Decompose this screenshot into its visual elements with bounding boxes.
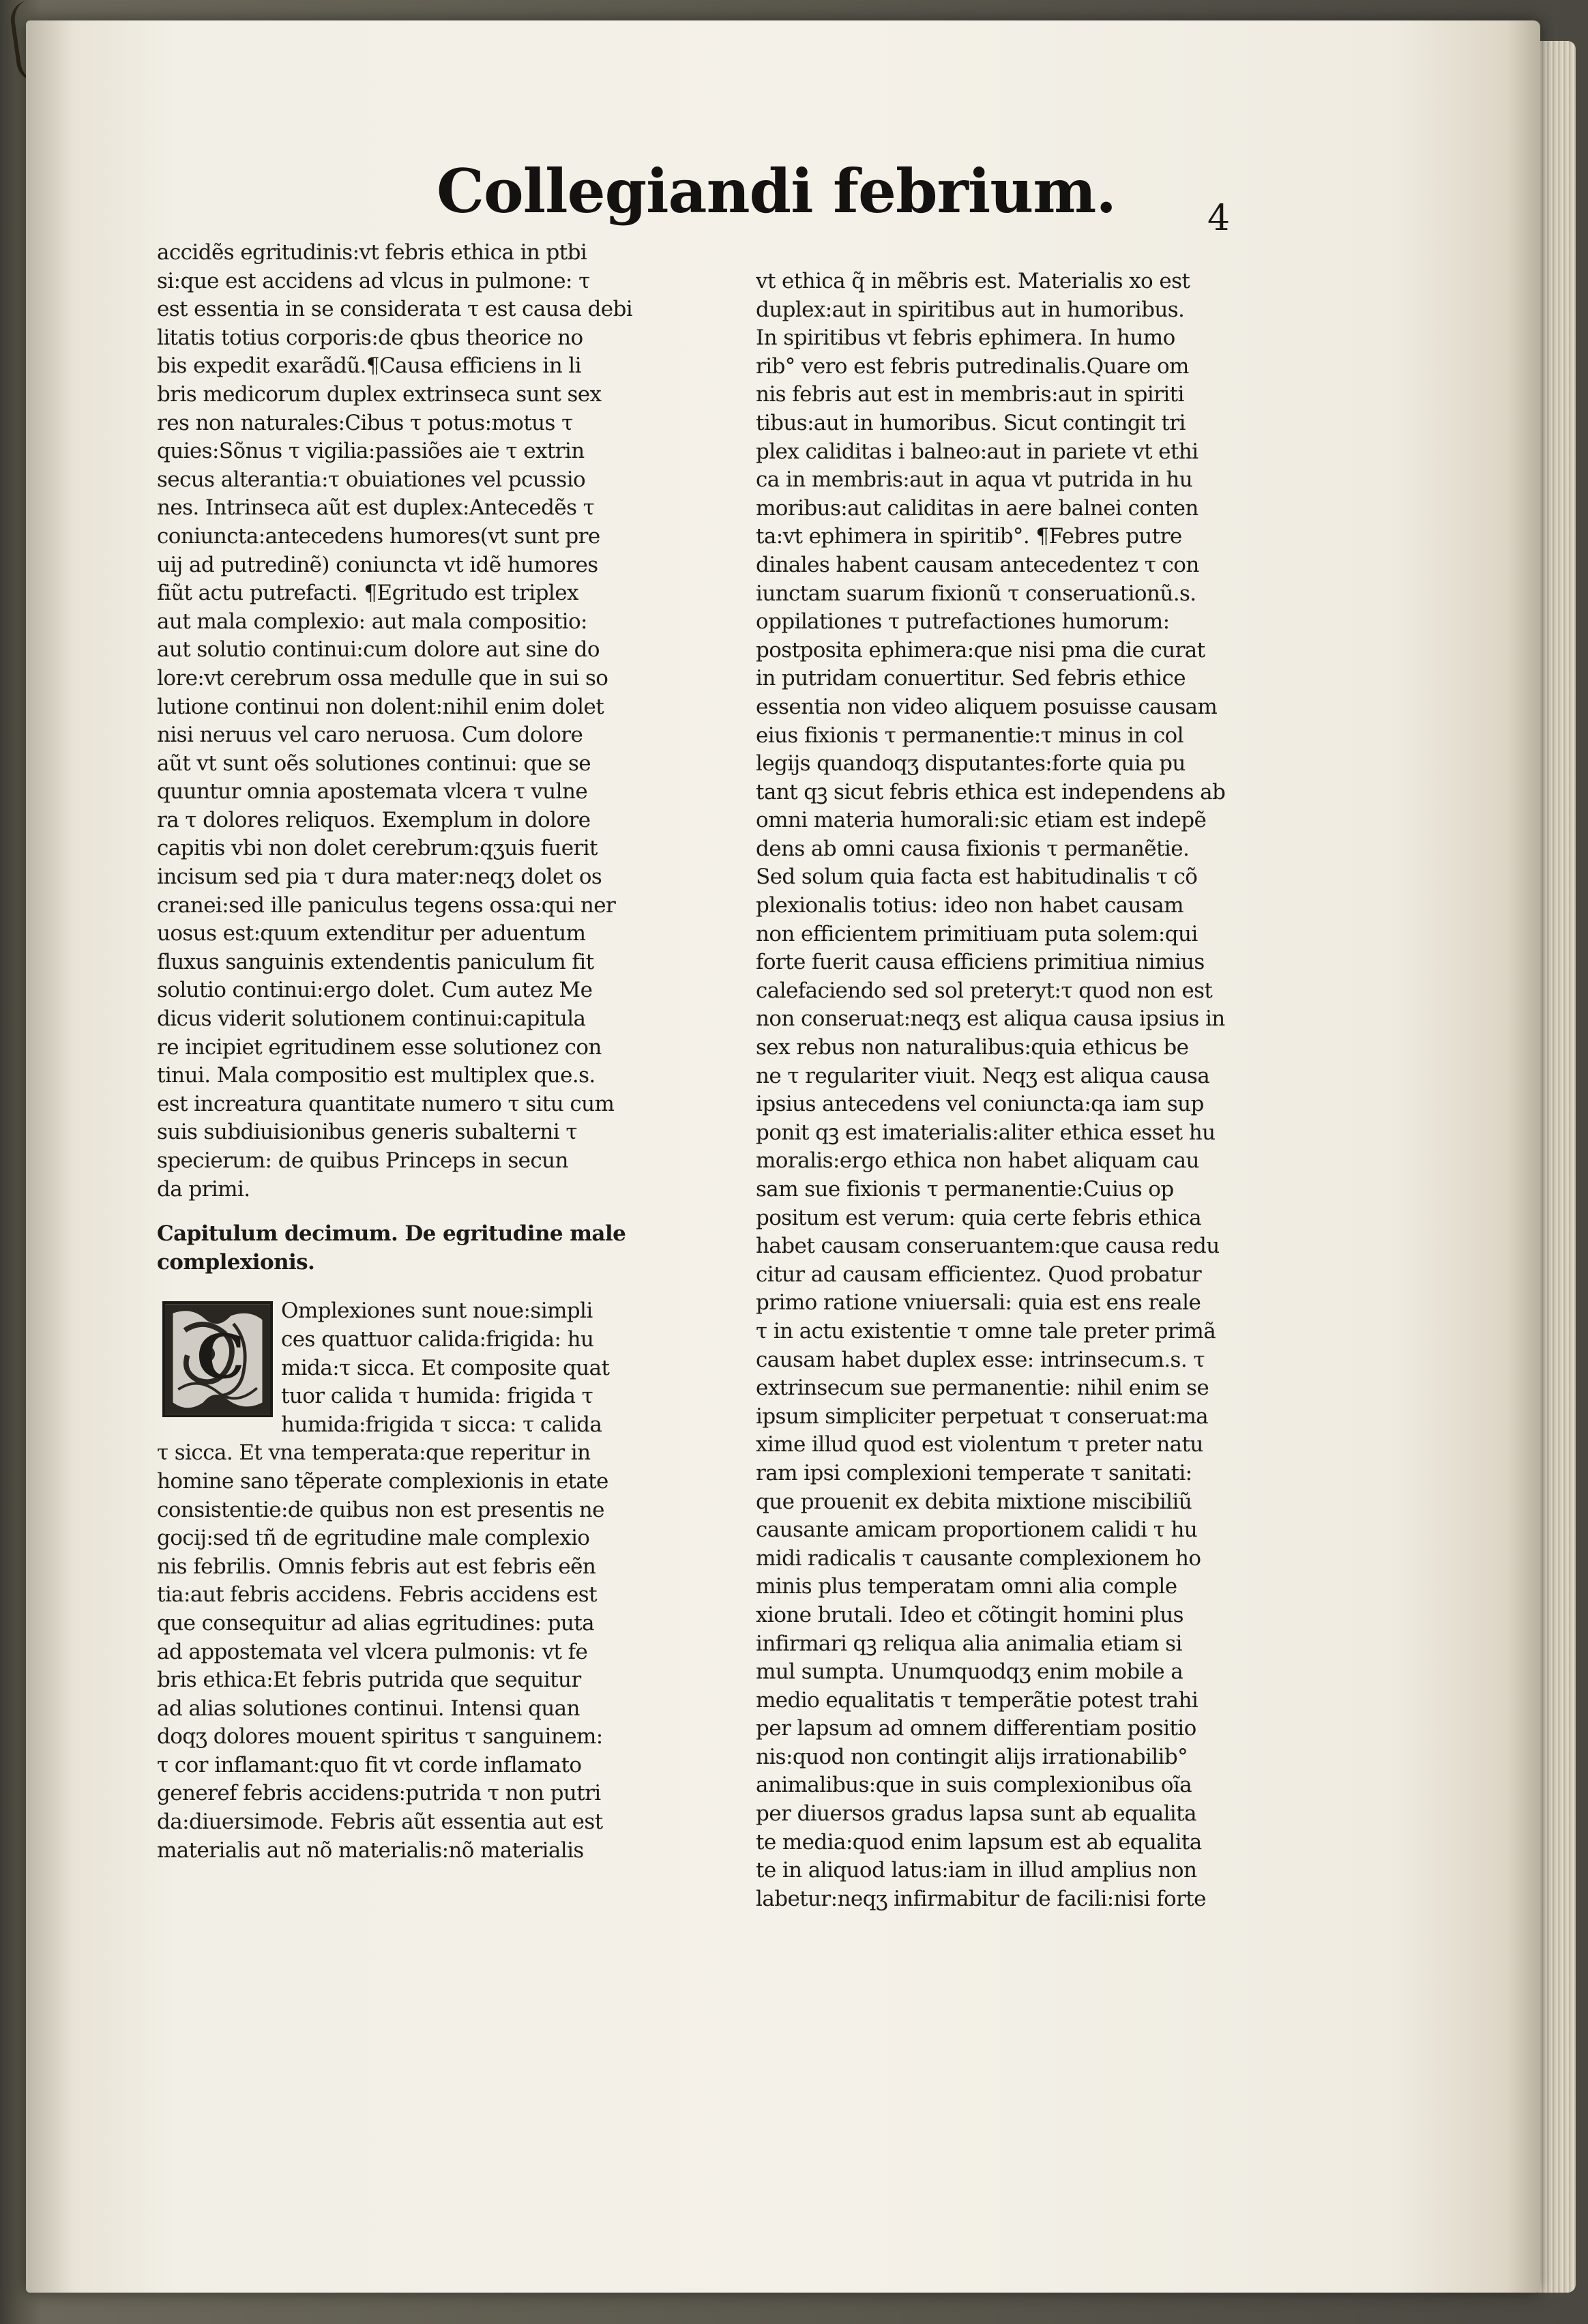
text-line: bris medicorum duplex extrinseca sunt sex (157, 381, 602, 407)
text-line: ad appostemata vel vlcera pulmonis: vt fe (157, 1639, 588, 1664)
text-line: medio equalitatis τ temperãtie potest trahi (756, 1687, 1199, 1713)
text-line: generef febris accidens:putrida τ non putri (157, 1781, 601, 1806)
left-text-block-a (157, 239, 675, 1204)
text-line: capitis vbi non dolet cerebrum:qʒuis fuerit (157, 836, 598, 861)
text-line: essentia non video aliquem posuisse causam (756, 694, 1218, 719)
text-line: uosus est:quum extenditur per aduentum (157, 921, 586, 946)
text-line: oppilationes τ putrefactiones humorum: (756, 609, 1170, 635)
text-line: sam sue fixionis τ permanentie:Cuius op (756, 1177, 1174, 1202)
text-line: fiũt actu putrefacti. ¶Egritudo est triplex (157, 581, 578, 606)
text-line: quies:Sõnus τ vigilia:passiões aie τ extrin (157, 439, 585, 464)
text-line: tia:aut febris accidens. Febris accidens est (157, 1582, 597, 1608)
text-line: In spiritibus vt febris ephimera. In humo (756, 325, 1175, 351)
text-line: nis febrilis. Omnis febris aut est febris eẽn (157, 1554, 596, 1579)
text-line: ponit qꝫ est imaterialis:aliter ethica esset hu (756, 1120, 1216, 1145)
text-line: da primi. (157, 1176, 250, 1202)
text-line: extrinsecum sue permanentie: nihil enim se (756, 1376, 1209, 1401)
text-line: midi radicalis τ causante complexionem ho (756, 1545, 1201, 1571)
text-line: habet causam conseruantem:que causa redu (756, 1234, 1220, 1259)
right-column (756, 267, 1261, 1913)
text-line: ne τ regulariter viuit. Neqʒ est aliqua causa (756, 1063, 1210, 1088)
text-line: non efficientem primitiuam puta solem:qui (756, 921, 1198, 946)
text-line: positum est verum: quia certe febris ethica (756, 1205, 1202, 1230)
text-line: legijs quandoqʒ disputantes:forte quia pu (756, 751, 1186, 776)
text-line: animalibus:que in suis complexionibus oĩa (756, 1773, 1192, 1798)
text-line: moralis:ergo ethica non habet aliquam cau (756, 1148, 1199, 1174)
text-line: ca in membris:aut in aqua vt putrida in hu (756, 467, 1193, 493)
text-line: per lapsum ad omnem differentiam positio (756, 1716, 1196, 1741)
text-line: Omplexiones sunt noue:simpli (281, 1298, 593, 1324)
text-line: dinales habent causam antecedentez τ con (756, 552, 1199, 577)
text-line: res non naturales:Cibus τ potus:motus τ (157, 410, 573, 435)
text-line: mul sumpta. Unumquodqʒ enim mobile a (756, 1659, 1183, 1685)
text-line: est essentia in se considerata τ est causa debi (157, 297, 633, 322)
text-line: τ cor inflamant:quo fit vt corde inflamato (157, 1752, 582, 1777)
text-line: causante amicam proportionem calidi τ hu (756, 1517, 1198, 1543)
text-line: bris ethica:Et febris putrida que sequitur (157, 1668, 581, 1693)
text-line: re incipiet egritudinem esse solutionez con (157, 1034, 602, 1060)
text-line: quuntur omnia apostemata vlcera τ vulne (157, 779, 588, 804)
text-line: ta:vt ephimera in spiritib°. ¶Febres putre (756, 524, 1182, 549)
text-line: moribus:aut caliditas in aere balnei conten (756, 495, 1199, 521)
text-line: rib° vero est febris putredinalis.Quare om (756, 353, 1189, 379)
decorated-initial-icon (162, 1301, 273, 1417)
text-line: ra τ dolores reliquos. Exemplum in dolore (157, 807, 591, 832)
text-line: da:diuersimode. Febris aũt essentia aut est (157, 1810, 603, 1835)
chapter-heading (157, 1220, 675, 1277)
left-text-block-b (157, 1439, 675, 1865)
text-line: nes. Intrinseca aũt est duplex:Antecedẽs τ (157, 495, 595, 521)
text-line: plex caliditas i balneo:aut in pariete vt ethi (756, 439, 1199, 464)
text-line: nis:quod non contingit alijs irrationabilib° (756, 1744, 1188, 1769)
text-line: humida:frigida τ sicca: τ calida (281, 1412, 602, 1437)
drop-cap-paragraph (157, 1297, 675, 1439)
text-line: tibus:aut in humoribus. Sicut contingit tri (756, 410, 1186, 435)
folio-number: 4 (1207, 198, 1231, 239)
text-line: doqʒ dolores mouent spiritus τ sanguinem: (157, 1724, 603, 1749)
initial-letter: C (196, 1321, 245, 1393)
text-line: causam habet duplex esse: intrinsecum.s. τ (756, 1347, 1205, 1372)
text-line: per diuersos gradus lapsa sunt ab equalita (756, 1801, 1196, 1827)
text-line: calefaciendo sed sol preteryt:τ quod non est (756, 978, 1213, 1003)
text-line: nis febris aut est in membris:aut in spiriti (756, 382, 1184, 407)
text-line: ram ipsi complexioni temperate τ sanitati: (756, 1460, 1192, 1485)
text-line: consistentie:de quibus non est presentis ne (157, 1497, 604, 1522)
text-line: suis subdiuisionibus generis subalterni τ (157, 1120, 577, 1145)
text-line: specierum: de quibus Princeps in secun (157, 1148, 568, 1173)
text-line: Capitulum decimum. De egritudine male (157, 1221, 626, 1247)
text-line: nisi neruus vel caro neruosa. Cum dolore (157, 723, 583, 748)
text-line: aut solutio continui:cum dolore aut sine do (157, 637, 600, 663)
text-line: solutio continui:ergo dolet. Cum autez Me (157, 978, 593, 1003)
text-line: tant qꝫ sicut febris ethica est independens ab (756, 779, 1226, 804)
text-line: bis expedit exarãdũ.¶Causa efficiens in li (157, 353, 581, 379)
text-line: ad alias solutiones continui. Intensi quan (157, 1696, 580, 1721)
text-line: accidẽs egritudinis:vt febris ethica in ptbi (157, 240, 587, 265)
text-line: lore:vt cerebrum ossa medulle que in sui so (157, 665, 608, 691)
text-line: forte fuerit causa efficiens primitiua nimius (756, 950, 1205, 975)
text-line: coniuncta:antecedens humores(vt sunt pre (157, 523, 600, 549)
text-line: secus alterantia:τ obuiationes vel pcussio (157, 467, 586, 492)
text-line: ces quattuor calida:frigida: hu (281, 1326, 594, 1352)
text-line: duplex:aut in spiritibus aut in humoribus. (756, 297, 1185, 322)
text-line: te media:quod enim lapsum est ab equalita (756, 1829, 1202, 1855)
text-line: plexionalis totius: ideo non habet causam (756, 893, 1183, 918)
text-line: litatis totius corporis:de qbus theorice no (157, 325, 583, 350)
running-head: Collegiandi febrium. (437, 156, 1117, 227)
text-line: gocij:sed tñ de egritudine male complexio (157, 1526, 590, 1551)
text-line: tinui. Mala compositio est multiplex que.s. (157, 1063, 596, 1088)
text-line: vt ethica q̃ in mẽbris est. Materialis xo est (756, 269, 1190, 293)
text-line: cranei:sed ille paniculus tegens ossa:qui ner (157, 892, 616, 918)
text-line: homine sano tẽperate complexionis in etate (157, 1468, 608, 1494)
text-line: infirmari qꝫ reliqua alia animalia etiam si (756, 1631, 1182, 1656)
text-line: postposita ephimera:que nisi pma die curat (756, 637, 1205, 663)
text-line: aũt vt sunt oẽs solutiones continui: que se (157, 751, 591, 776)
text-line: ipsum simpliciter perpetuat τ conseruat:ma (756, 1404, 1209, 1429)
text-line: uij ad putredinẽ) coniuncta vt idẽ humores (157, 552, 598, 577)
text-line: non conseruat:neqʒ est aliqua causa ipsius in (756, 1006, 1225, 1032)
text-line: labetur:neqʒ infirmabitur de facili:nisi forte (756, 1886, 1206, 1911)
text-line: te in aliquod latus:iam in illud amplius non (756, 1858, 1197, 1883)
text-line: que consequitur ad alias egritudines: puta (157, 1610, 594, 1636)
text-line: est increatura quantitate numero τ situ cum (157, 1091, 615, 1116)
text-line: incisum sed pia τ dura mater:neqʒ dolet os (157, 865, 602, 890)
text-line: mida:τ sicca. Et composite quat (281, 1355, 610, 1380)
text-line: fluxus sanguinis extendentis paniculum fit (157, 949, 594, 974)
text-line: tuor calida τ humida: frigida τ (281, 1384, 593, 1409)
text-line: si:que est accidens ad vlcus in pulmone: τ (157, 268, 590, 293)
text-line: Sed solum quia facta est habitudinalis τ cõ (756, 865, 1198, 890)
text-line: omni materia humorali:sic etiam est indepẽ (756, 808, 1207, 833)
text-line: xione brutali. Ideo et cõtingit homini plus (756, 1602, 1183, 1627)
text-line: primo ratione vniuersali: quia est ens reale (756, 1290, 1201, 1316)
text-line: τ in actu existentie τ omne tale preter primã (756, 1318, 1216, 1343)
text-line: ipsius antecedens vel coniuncta:qa iam sup (756, 1092, 1204, 1117)
text-line: lutione continui non dolent:nihil enim dolet (157, 694, 604, 719)
text-line: minis plus temperatam omni alia comple (756, 1574, 1177, 1599)
text-line: citur ad causam efficientez. Quod probatur (756, 1262, 1202, 1287)
text-line: que prouenit ex debita mixtione miscibiliũ (756, 1489, 1192, 1514)
text-line: xime illud quod est violentum τ preter natu (756, 1432, 1203, 1457)
text-line: eius fixionis τ permanentie:τ minus in col (756, 723, 1183, 748)
text-line: iunctam suarum fixionũ τ conseruationũ.s. (756, 581, 1196, 606)
text-line: τ sicca. Et vna temperata:que reperitur in (157, 1440, 591, 1466)
text-line: materialis aut nõ materialis:nõ materialis (157, 1838, 584, 1863)
text-line: aut mala complexio: aut mala compositio: (157, 609, 587, 634)
text-line: sex rebus non naturalibus:quia ethicus be (756, 1035, 1189, 1060)
text-line: dens ab omni causa fixionis τ permanẽtie. (756, 836, 1190, 861)
text-line: dicus viderit solutionem continui:capitula (157, 1006, 586, 1032)
text-line: in putridam conuertitur. Sed febris ethice (756, 666, 1186, 691)
left-column (157, 239, 675, 1865)
text-line: complexionis. (157, 1249, 315, 1275)
